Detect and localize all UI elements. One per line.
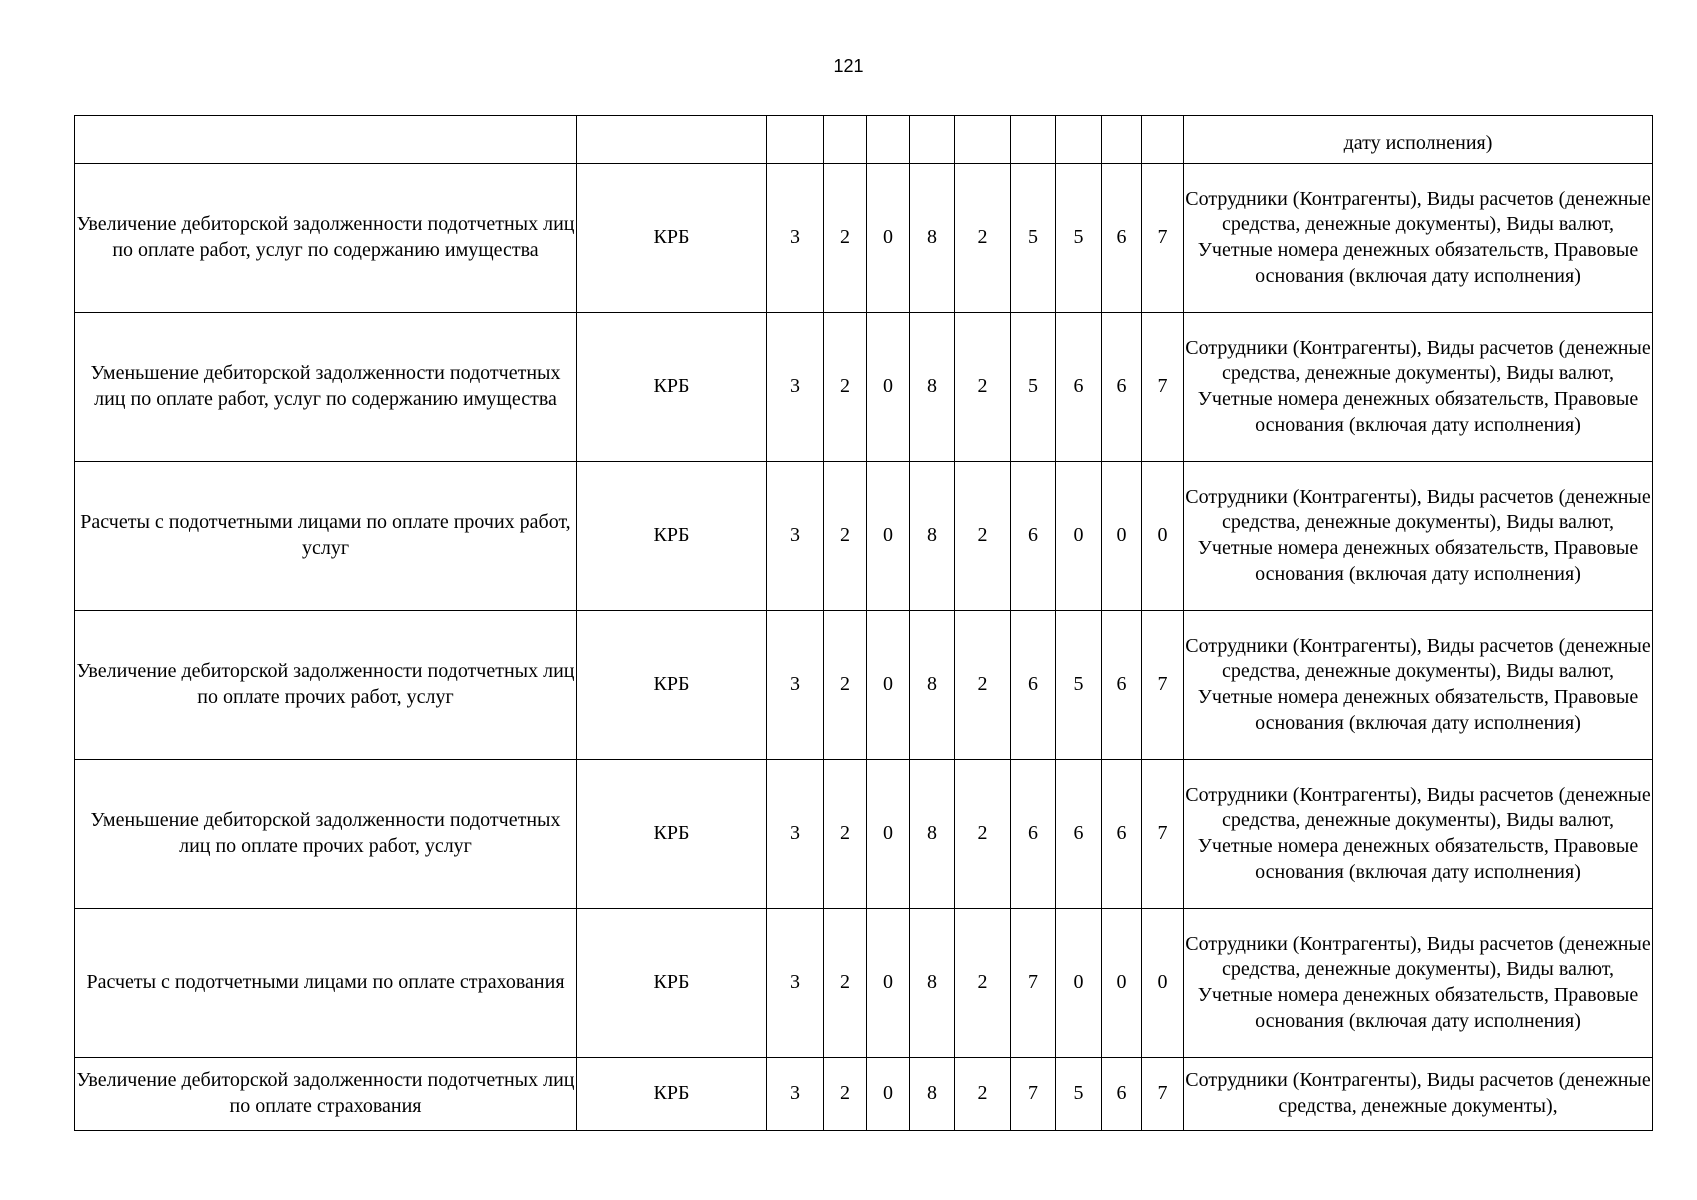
account-name-cell: Уменьшение дебиторской задолженности подотчетных лиц по оплате работ, услуг по содержанию имущества (75, 313, 577, 462)
account-digit-cell: 2 (824, 760, 867, 909)
account-digit-cell: 0 (867, 164, 910, 313)
account-digit-cell: 2 (955, 313, 1011, 462)
page-number: 121 (833, 56, 864, 76)
account-type-cell: КРБ (577, 611, 767, 760)
account-digit-cell: 7 (1142, 313, 1184, 462)
account-digit-cell: 5 (1011, 164, 1056, 313)
account-digit-cell: 3 (767, 313, 824, 462)
account-type-cell: КРБ (577, 1058, 767, 1131)
account-digit-cell: 6 (1102, 760, 1142, 909)
analytics-cell: Сотрудники (Контрагенты), Виды расчетов (денежные средства, денежные документы), Виды валют, Учетные номера денежных обязательств, Правовые основания (включая дату исполнения) (1184, 462, 1653, 611)
account-type-cell: КРБ (577, 760, 767, 909)
account-name-cell (75, 116, 577, 164)
account-digit-cell: 6 (1102, 1058, 1142, 1131)
account-name-cell: Расчеты с подотчетными лицами по оплате прочих работ, услуг (75, 462, 577, 611)
account-digit-cell: 2 (955, 164, 1011, 313)
account-digit-cell: 3 (767, 462, 824, 611)
account-name-cell: Уменьшение дебиторской задолженности подотчетных лиц по оплате прочих работ, услуг (75, 760, 577, 909)
account-digit-cell: 0 (867, 462, 910, 611)
account-digit-cell: 6 (1011, 611, 1056, 760)
account-digit-cell: 8 (910, 1058, 955, 1131)
account-digit-cell: 5 (1056, 164, 1102, 313)
account-digit-cell: 7 (1142, 760, 1184, 909)
account-digit-cell (824, 116, 867, 164)
account-digit-cell: 2 (955, 909, 1011, 1058)
table-row (75, 909, 1653, 1058)
account-name-cell: Увеличение дебиторской задолженности подотчетных лиц по оплате страхования (75, 1058, 577, 1131)
table-row (75, 462, 1653, 611)
account-digit-cell: 0 (867, 1058, 910, 1131)
account-digit-cell: 0 (1102, 909, 1142, 1058)
account-digit-cell: 3 (767, 164, 824, 313)
account-digit-cell: 0 (867, 611, 910, 760)
account-digit-cell: 7 (1011, 909, 1056, 1058)
account-digit-cell: 8 (910, 760, 955, 909)
table-row (75, 313, 1653, 462)
account-digit-cell (867, 116, 910, 164)
account-digit-cell: 7 (1142, 164, 1184, 313)
account-digit-cell (1142, 116, 1184, 164)
accounts-table (74, 115, 1653, 1131)
account-digit-cell: 5 (1011, 313, 1056, 462)
account-digit-cell: 3 (767, 909, 824, 1058)
account-digit-cell: 0 (1056, 462, 1102, 611)
account-digit-cell: 6 (1056, 760, 1102, 909)
account-digit-cell (955, 116, 1011, 164)
account-digit-cell: 5 (1056, 611, 1102, 760)
account-digit-cell: 0 (867, 760, 910, 909)
analytics-cell: Сотрудники (Контрагенты), Виды расчетов (денежные средства, денежные документы), (1184, 1058, 1653, 1131)
account-digit-cell: 8 (910, 611, 955, 760)
account-digit-cell: 0 (1056, 909, 1102, 1058)
table-body (75, 116, 1653, 1131)
account-type-cell: КРБ (577, 313, 767, 462)
account-digit-cell: 2 (955, 611, 1011, 760)
account-type-cell: КРБ (577, 909, 767, 1058)
account-type-cell (577, 116, 767, 164)
table-row (75, 611, 1653, 760)
analytics-cell: Сотрудники (Контрагенты), Виды расчетов (денежные средства, денежные документы), Виды валют, Учетные номера денежных обязательств, Правовые основания (включая дату исполнения) (1184, 611, 1653, 760)
account-digit-cell: 2 (824, 313, 867, 462)
account-digit-cell: 7 (1011, 1058, 1056, 1131)
table-row (75, 760, 1653, 909)
account-digit-cell: 2 (955, 760, 1011, 909)
analytics-cell: Сотрудники (Контрагенты), Виды расчетов (денежные средства, денежные документы), Виды валют, Учетные номера денежных обязательств, Правовые основания (включая дату исполнения) (1184, 909, 1653, 1058)
account-digit-cell: 6 (1011, 462, 1056, 611)
account-digit-cell: 7 (1142, 1058, 1184, 1131)
account-digit-cell: 2 (824, 1058, 867, 1131)
account-digit-cell: 7 (1142, 611, 1184, 760)
account-digit-cell: 0 (1102, 462, 1142, 611)
account-digit-cell: 2 (955, 462, 1011, 611)
account-digit-cell: 6 (1011, 760, 1056, 909)
account-digit-cell: 2 (824, 462, 867, 611)
account-digit-cell: 0 (1142, 462, 1184, 611)
account-digit-cell (1102, 116, 1142, 164)
account-digit-cell: 0 (867, 313, 910, 462)
account-digit-cell: 0 (1142, 909, 1184, 1058)
account-digit-cell: 6 (1056, 313, 1102, 462)
account-digit-cell: 5 (1056, 1058, 1102, 1131)
table-row (75, 164, 1653, 313)
account-digit-cell: 8 (910, 462, 955, 611)
account-digit-cell: 8 (910, 313, 955, 462)
account-name-cell: Увеличение дебиторской задолженности подотчетных лиц по оплате прочих работ, услуг (75, 611, 577, 760)
table-row-continuation (75, 116, 1653, 164)
account-digit-cell: 2 (955, 1058, 1011, 1131)
account-digit-cell: 6 (1102, 164, 1142, 313)
account-digit-cell: 2 (824, 164, 867, 313)
account-digit-cell: 0 (867, 909, 910, 1058)
account-digit-cell: 3 (767, 1058, 824, 1131)
account-digit-cell: 8 (910, 909, 955, 1058)
account-type-cell: КРБ (577, 462, 767, 611)
account-type-cell: КРБ (577, 164, 767, 313)
account-digit-cell: 6 (1102, 313, 1142, 462)
account-digit-cell (1011, 116, 1056, 164)
account-digit-cell (767, 116, 824, 164)
account-name-cell: Увеличение дебиторской задолженности подотчетных лиц по оплате работ, услуг по содержанию имущества (75, 164, 577, 313)
analytics-cell: дату исполнения) (1184, 116, 1653, 164)
account-digit-cell: 2 (824, 909, 867, 1058)
account-digit-cell: 3 (767, 611, 824, 760)
account-digit-cell: 2 (824, 611, 867, 760)
account-digit-cell: 6 (1102, 611, 1142, 760)
analytics-cell: Сотрудники (Контрагенты), Виды расчетов (денежные средства, денежные документы), Виды валют, Учетные номера денежных обязательств, Правовые основания (включая дату исполнения) (1184, 164, 1653, 313)
account-digit-cell: 3 (767, 760, 824, 909)
table-row-truncated (75, 1058, 1653, 1131)
account-digit-cell (910, 116, 955, 164)
analytics-cell: Сотрудники (Контрагенты), Виды расчетов (денежные средства, денежные документы), Виды валют, Учетные номера денежных обязательств, Правовые основания (включая дату исполнения) (1184, 313, 1653, 462)
account-digit-cell: 8 (910, 164, 955, 313)
account-digit-cell (1056, 116, 1102, 164)
account-name-cell: Расчеты с подотчетными лицами по оплате страхования (75, 909, 577, 1058)
analytics-cell: Сотрудники (Контрагенты), Виды расчетов (денежные средства, денежные документы), Виды валют, Учетные номера денежных обязательств, Правовые основания (включая дату исполнения) (1184, 760, 1653, 909)
